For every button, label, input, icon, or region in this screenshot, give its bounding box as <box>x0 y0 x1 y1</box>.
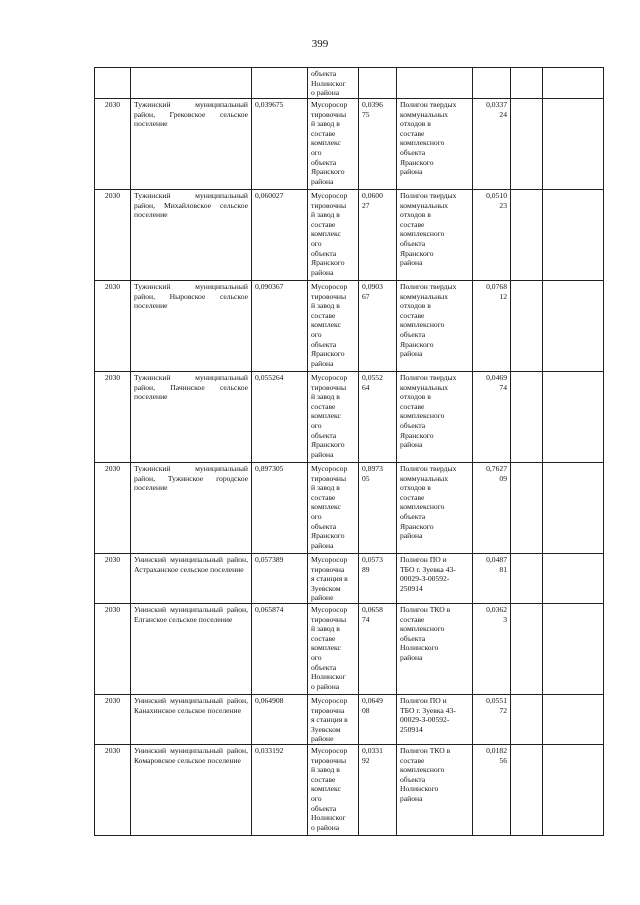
disposal-site-cell <box>397 372 473 463</box>
processed-volume-text: 0,0658 74 <box>362 604 383 624</box>
disposal-site-text: Полигон твердых коммунальных отходов в составе комплексного объекта Яранского района <box>400 191 457 268</box>
residual-volume-text: 0,0337 24 <box>486 100 507 119</box>
empty-cell <box>511 744 543 835</box>
processing-facility-text: Мусоросор тировочны й завод в составе комплекс ого объекта Яранского района <box>311 373 348 459</box>
disposal-site-cell <box>397 463 473 554</box>
processing-facility-cell <box>308 744 359 835</box>
waste-volume-cell <box>252 694 308 744</box>
table-row <box>95 694 604 744</box>
disposal-site-cell <box>397 603 473 694</box>
table-row <box>95 99 604 190</box>
processing-facility-cell <box>308 463 359 554</box>
municipality-cell <box>131 744 252 835</box>
processed-volume-cell <box>359 68 397 99</box>
empty-cell <box>543 68 604 99</box>
year-text: 2030 <box>104 745 121 755</box>
residual-volume-text: 0,7627 09 <box>486 464 507 483</box>
residual-volume-cell <box>473 281 511 372</box>
waste-volume-text: 0,039675 <box>255 100 284 109</box>
municipality-cell <box>131 99 252 190</box>
processed-volume-cell <box>359 281 397 372</box>
processing-facility-text: Мусоросор тировочны й завод в составе комплекс ого объекта Яранского района <box>311 464 348 550</box>
processed-volume-text: 0,8973 05 <box>362 464 383 483</box>
waste-volume-text: 0,033192 <box>255 745 284 755</box>
empty-cell <box>543 694 604 744</box>
empty-cell <box>511 281 543 372</box>
waste-flow-table <box>94 67 604 836</box>
municipality-cell <box>131 603 252 694</box>
disposal-site-text: Полигон твердых коммунальных отходов в составе комплексного объекта Яранского района <box>400 100 457 177</box>
residual-volume-cell <box>473 99 511 190</box>
empty-cell <box>543 554 604 604</box>
processed-volume-text: 0,0573 89 <box>362 555 383 574</box>
municipality-cell <box>131 190 252 281</box>
table-row <box>95 463 604 554</box>
processed-volume-text: 0,0600 27 <box>362 191 383 210</box>
year-cell <box>95 281 131 372</box>
year-cell <box>95 463 131 554</box>
table-row <box>95 603 604 694</box>
disposal-site-cell <box>397 281 473 372</box>
waste-volume-text: 0,060027 <box>255 191 284 200</box>
municipality-text: Тужинский муниципальный район, Ныровское сельское поселение <box>134 282 248 311</box>
residual-volume-cell <box>473 68 511 99</box>
processing-facility-cell <box>308 68 359 99</box>
disposal-site-text: Полигон ТКО в составе комплексного объекта Нолинского района <box>400 745 451 803</box>
empty-cell <box>511 99 543 190</box>
waste-volume-text: 0,065874 <box>255 604 284 614</box>
municipality-cell <box>131 281 252 372</box>
disposal-site-text: Полигон твердых коммунальных отходов в составе комплексного объекта Яранского района <box>400 464 457 541</box>
year-cell <box>95 190 131 281</box>
year-text: 2030 <box>104 604 121 614</box>
waste-volume-cell <box>252 190 308 281</box>
year-text: 2030 <box>104 191 121 200</box>
residual-volume-cell <box>473 694 511 744</box>
waste-volume-text: 0,064908 <box>255 695 284 705</box>
residual-volume-text: 0,0768 12 <box>486 282 507 301</box>
year-text: 2030 <box>104 282 121 291</box>
table-row <box>95 744 604 835</box>
waste-volume-cell <box>252 99 308 190</box>
empty-cell <box>511 68 543 99</box>
processing-facility-text: Мусоросор тировочны й завод в составе комплекс ого объекта Яранского района <box>311 191 348 277</box>
processing-facility-cell <box>308 372 359 463</box>
residual-volume-cell <box>473 744 511 835</box>
processing-facility-cell <box>308 603 359 694</box>
residual-volume-cell <box>473 554 511 604</box>
year-text: 2030 <box>104 373 121 382</box>
disposal-site-cell <box>397 744 473 835</box>
processing-facility-text: Мусоросор тировочна я станция в Зуевском районе <box>311 555 348 603</box>
processed-volume-cell <box>359 744 397 835</box>
waste-volume-cell <box>252 603 308 694</box>
empty-cell <box>511 463 543 554</box>
year-text: 2030 <box>104 555 121 564</box>
processing-facility-text: Мусоросор тировочны й завод в составе комплекс ого объекта Нолинског о района <box>311 604 348 691</box>
processed-volume-text: 0,0331 92 <box>362 745 383 765</box>
table-row <box>95 190 604 281</box>
disposal-site-text: Полигон твердых коммунальных отходов в составе комплексного объекта Яранского района <box>400 282 457 359</box>
waste-volume-text: 0,897305 <box>255 464 284 473</box>
processed-volume-text: 0,0649 08 <box>362 695 383 715</box>
waste-volume-cell <box>252 744 308 835</box>
municipality-cell <box>131 554 252 604</box>
processed-volume-cell <box>359 372 397 463</box>
empty-cell <box>511 603 543 694</box>
processed-volume-cell <box>359 554 397 604</box>
processing-facility-cell <box>308 190 359 281</box>
processing-facility-text: Мусоросор тировочны й завод в составе комплекс ого объекта Яранского района <box>311 282 348 368</box>
residual-volume-text: 0,0551 72 <box>486 695 507 715</box>
page-number: 399 <box>311 38 329 50</box>
empty-cell <box>543 190 604 281</box>
processed-volume-cell <box>359 603 397 694</box>
year-cell <box>95 99 131 190</box>
disposal-site-cell <box>397 68 473 99</box>
year-text: 2030 <box>104 464 121 473</box>
processed-volume-cell <box>359 463 397 554</box>
municipality-text: Тужинский муниципальный район, Пачинское сельское поселение <box>134 373 248 402</box>
municipality-text: Унинский муниципальный район, Комаровское сельское поселение <box>134 745 248 765</box>
empty-cell <box>543 99 604 190</box>
waste-volume-cell <box>252 372 308 463</box>
disposal-site-cell <box>397 554 473 604</box>
year-cell <box>95 603 131 694</box>
empty-cell <box>543 281 604 372</box>
table-row <box>95 68 604 99</box>
residual-volume-text: 0,0487 81 <box>486 555 507 574</box>
empty-cell <box>511 372 543 463</box>
processed-volume-cell <box>359 99 397 190</box>
disposal-site-cell <box>397 694 473 744</box>
table-row <box>95 554 604 604</box>
processing-facility-text: объекта Нолинског о района <box>311 69 346 98</box>
year-cell <box>95 554 131 604</box>
residual-volume-cell <box>473 463 511 554</box>
year-cell <box>95 68 131 99</box>
year-cell <box>95 744 131 835</box>
municipality-text: Тужинский муниципальный район, Михайловское сельское поселение <box>134 191 248 220</box>
empty-cell <box>543 463 604 554</box>
municipality-text: Унинский муниципальный район, Канахинское сельское поселение <box>134 695 248 715</box>
processing-facility-cell <box>308 554 359 604</box>
municipality-text: Тужинский муниципальный район, Тужинское городское поселение <box>134 464 248 493</box>
empty-cell <box>543 744 604 835</box>
year-cell <box>95 694 131 744</box>
processing-facility-text: Мусоросор тировочны й завод в составе комплекс ого объекта Нолинског о района <box>311 745 348 832</box>
waste-volume-cell <box>252 463 308 554</box>
table-body <box>95 68 604 836</box>
empty-cell <box>543 603 604 694</box>
municipality-cell <box>131 694 252 744</box>
year-text: 2030 <box>104 695 121 705</box>
residual-volume-cell <box>473 190 511 281</box>
residual-volume-text: 0,0182 56 <box>486 745 507 765</box>
processed-volume-text: 0,0396 75 <box>362 100 383 119</box>
waste-volume-text: 0,055264 <box>255 373 284 382</box>
municipality-text: Унинский муниципальный район, Астраханское сельское поселение <box>134 555 248 574</box>
municipality-cell <box>131 463 252 554</box>
municipality-cell <box>131 68 252 99</box>
processed-volume-text: 0,0903 67 <box>362 282 383 301</box>
municipality-text: Унинский муниципальный район, Елганское сельское поселение <box>134 604 248 624</box>
year-text: 2030 <box>104 100 121 109</box>
processed-volume-cell <box>359 190 397 281</box>
processed-volume-cell <box>359 694 397 744</box>
processing-facility-cell <box>308 99 359 190</box>
disposal-site-text: Полигон ПО и ТБО г. Зуевка 43- 00029-З-00592- 250914 <box>400 695 456 734</box>
municipality-text: Тужинский муниципальный район, Грековское сельское поселение <box>134 100 248 129</box>
processing-facility-cell <box>308 281 359 372</box>
table-row <box>95 281 604 372</box>
empty-cell <box>543 372 604 463</box>
empty-cell <box>511 694 543 744</box>
waste-volume-text: 0,090367 <box>255 282 284 291</box>
waste-volume-cell <box>252 554 308 604</box>
residual-volume-cell <box>473 603 511 694</box>
residual-volume-text: 0,0469 74 <box>486 373 507 392</box>
disposal-site-text: Полигон ПО и ТБО г. Зуевка 43- 00029-З-00592- 250914 <box>400 555 456 593</box>
waste-volume-text: 0,057389 <box>255 555 284 564</box>
empty-cell <box>511 190 543 281</box>
processing-facility-text: Мусоросор тировочна я станция в Зуевском районе <box>311 695 348 744</box>
processing-facility-cell <box>308 694 359 744</box>
disposal-site-text: Полигон твердых коммунальных отходов в составе комплексного объекта Яранского района <box>400 373 457 450</box>
residual-volume-text: 0,0510 23 <box>486 191 507 210</box>
residual-volume-cell <box>473 372 511 463</box>
municipality-cell <box>131 372 252 463</box>
disposal-site-cell <box>397 99 473 190</box>
disposal-site-text: Полигон ТКО в составе комплексного объекта Нолинского района <box>400 604 451 662</box>
processed-volume-text: 0,0552 64 <box>362 373 383 392</box>
empty-cell <box>511 554 543 604</box>
disposal-site-cell <box>397 190 473 281</box>
residual-volume-text: 0,0362 3 <box>486 604 507 624</box>
table-row <box>95 372 604 463</box>
waste-volume-cell <box>252 68 308 99</box>
year-cell <box>95 372 131 463</box>
waste-volume-cell <box>252 281 308 372</box>
processing-facility-text: Мусоросор тировочны й завод в составе комплекс ого объекта Яранского района <box>311 100 348 186</box>
